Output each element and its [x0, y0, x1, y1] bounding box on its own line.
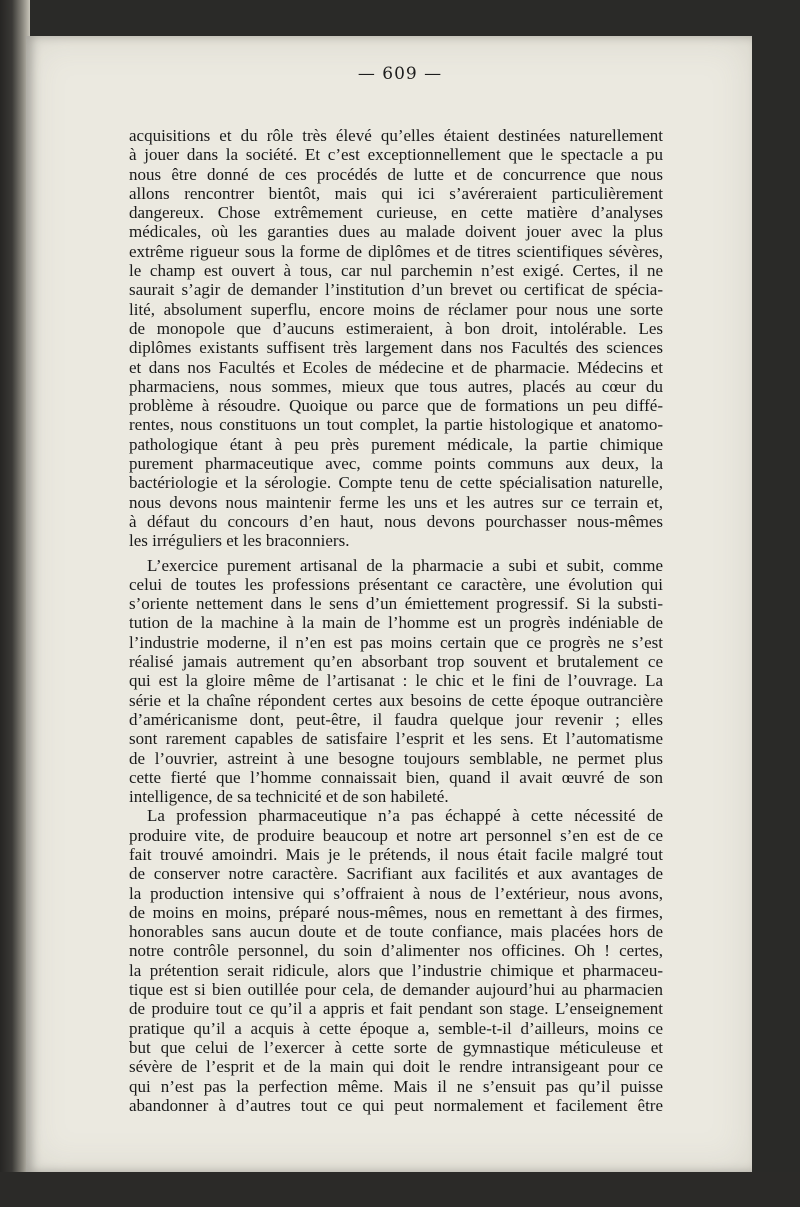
text-line: saurait s’agir de demander l’institution d’un brevet ou certificat de spécia-: [129, 280, 663, 300]
text-line: et dans nos Facultés et Ecoles de médecine et de pharmacie. Médecins et: [129, 357, 663, 377]
text-line: diplômes existants suffisent très largement dans nos Facultés des sciences: [129, 338, 663, 358]
text-line: à défaut du concours d’en haut, nous devons pourchasser nous-mêmes: [129, 511, 663, 531]
text-line: tique est si bien outillée pour cela, de demander aujourd’hui au pharmacien: [129, 980, 663, 1000]
text-line: allons rencontrer bientôt, mais qui ici s’avéreraient particulièrement: [129, 183, 663, 203]
text-line: celui de toutes les professions présentant ce caractère, une évolution qui: [129, 574, 663, 594]
text-line: lité, absolument superflu, encore moins de réclamer pour nous une sorte: [129, 299, 663, 319]
text-line: de conserver notre caractère. Sacrifiant aux facilités et aux avantages de: [129, 864, 663, 884]
paragraph-1: [129, 126, 663, 551]
text-line: bactériologie et la sérologie. Compte tenu de cette spécialisation naturelle,: [129, 473, 663, 493]
text-line: nous être donné de ces procédés de lutte et de concurrence que nous: [129, 164, 663, 184]
paragraph-2: [129, 556, 663, 807]
text-line: à jouer dans la société. Et c’est exceptionnellement que le spectacle a pu: [129, 145, 663, 165]
text-line: tution de la machine à la main de l’homme est un progrès indéniable de: [129, 613, 663, 633]
text-line: réalisé jamais autrement qu’en absorbant trop souvent et brutalement ce: [129, 652, 663, 672]
text-line: La profession pharmaceutique n’a pas échappé à cette nécessité de: [147, 806, 663, 826]
text-line: sont rarement capables de satisfaire l’esprit et les sens. Et l’automatisme: [129, 729, 663, 749]
paragraph-3: [129, 806, 663, 1115]
text-line: de produire tout ce qu’il a appris et fait pendant son stage. L’enseignement: [129, 999, 663, 1019]
text-line: abandonner à d’autres tout ce qui peut normalement et facilement être: [129, 1095, 663, 1115]
text-line: rentes, nous constituons un tout complet, la partie histologique et anatomo-: [129, 415, 663, 435]
text-line: série et la chaîne répondent certes aux besoins de cette époque outrancière: [129, 690, 663, 710]
body-text: [129, 126, 663, 1115]
text-line: d’américanisme dont, peut-être, il faudra quelque jour revenir ; elles: [129, 709, 663, 729]
text-line: pratique qu’il a acquis à cette époque a, semble-t-il d’ailleurs, moins ce: [129, 1018, 663, 1038]
text-line: intelligence, de sa technicité et de son habileté.: [129, 787, 449, 807]
text-line: qui n’est pas la perfection même. Mais il ne s’ensuit pas qu’il puisse: [129, 1076, 663, 1096]
text-line: problème à résoudre. Quoique ou parce que de formations un peu diffé-: [129, 396, 663, 416]
text-line: les irréguliers et les braconniers.: [129, 531, 350, 551]
text-line: sévère de l’esprit et de la main qui doit le rendre intransigeant pour ce: [129, 1057, 663, 1077]
text-line: L’exercice purement artisanal de la pharmacie a subi et subit, comme: [147, 555, 663, 575]
scan-background: [0, 1172, 800, 1207]
text-line: fait trouvé amoindri. Mais je le prétends, il nous était facile malgré tout: [129, 844, 663, 864]
text-line: s’oriente nettement dans le sens d’un émiettement progressif. Si la substi-: [129, 594, 663, 614]
page-number: — 609 —: [357, 64, 443, 84]
text-line: nous devons nous maintenir ferme les uns et les autres sur ce terrain et,: [129, 492, 663, 512]
text-line: purement pharmaceutique avec, comme points communs aux deux, la: [129, 454, 663, 474]
text-line: honorables sans aucun doute et de toute confiance, mais placées hors de: [129, 922, 663, 942]
text-line: extrême rigueur sous la forme de diplômes et de titres scientifiques sévères,: [129, 241, 663, 261]
text-line: acquisitions et du rôle très élevé qu’elles étaient destinées naturellement: [129, 126, 663, 145]
text-line: la prétention serait ridicule, alors que l’industrie chimique et pharmaceu-: [129, 960, 663, 980]
text-line: la production intensive qui s’offraient à nous de l’extérieur, nous avons,: [129, 883, 663, 903]
text-line: médicales, où les garanties dues au malade doivent jouer avec la plus: [129, 222, 663, 242]
text-line: pharmaciens, nous sommes, mieux que tous autres, placés au cœur du: [129, 376, 663, 396]
text-line: de l’ouvrier, astreint à une besogne toujours semblable, ne permet plus: [129, 748, 663, 768]
text-line: cette fierté que l’homme connaissait bien, quand il avait œuvré de son: [129, 767, 663, 787]
text-line: but que celui de l’exercer à cette sorte de gymnastique méticuleuse et: [129, 1037, 663, 1057]
text-line: qui est la gloire même de l’artisanat : le chic et le fini de l’ouvrage. La: [129, 671, 663, 691]
text-line: notre contrôle personnel, du soin d’alimenter nos officines. Oh ! certes,: [129, 941, 663, 961]
text-line: de moins en moins, préparé nous-mêmes, nous en remettant à des firmes,: [129, 902, 663, 922]
text-line: produire vite, de produire beaucoup et notre art personnel s’en est de ce: [129, 825, 663, 845]
text-line: l’industrie moderne, il n’en est pas moins certain que ce progrès ne s’est: [129, 632, 663, 652]
text-line: de monopole que d’aucuns estimeraient, à bon droit, intolérable. Les: [129, 318, 663, 338]
text-line: le champ est ouvert à tous, car nul parchemin n’est exigé. Certes, il ne: [129, 261, 663, 281]
text-line: pathologique étant à peu près purement médicale, la partie chimique: [129, 434, 663, 454]
text-line: dangereux. Chose extrêmement curieuse, en cette matière d’analyses: [129, 203, 663, 223]
